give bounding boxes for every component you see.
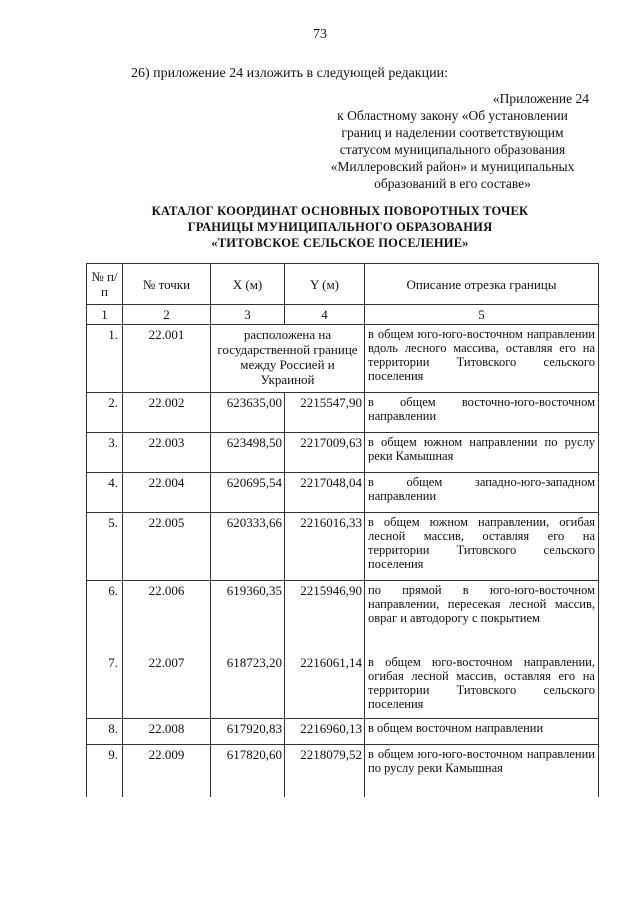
row-number: 7. — [87, 653, 123, 719]
x-coordinate: 623635,00 — [211, 393, 285, 433]
title-line: ГРАНИЦЫ МУНИЦИПАЛЬНОГО ОБРАЗОВАНИЯ — [187, 220, 493, 234]
row-number: 9. — [87, 745, 123, 797]
appendix-line: границ и наделении соответствующим — [341, 125, 564, 140]
appendix-line: «Миллеровский район» и муниципальных — [330, 159, 575, 174]
table-row — [87, 513, 599, 581]
table-row — [87, 325, 599, 393]
column-number: 1 — [87, 305, 123, 325]
row-number: 3. — [87, 433, 123, 473]
x-coordinate: 620695,54 — [211, 473, 285, 513]
row-number: 6. — [87, 581, 123, 653]
appendix-line: к Областному закону «Об установлении — [337, 108, 568, 123]
point-number: 22.005 — [123, 513, 211, 581]
point-number: 22.007 — [123, 653, 211, 719]
y-coordinate: 2215946,90 — [285, 581, 365, 653]
y-coordinate: 2217048,04 — [285, 473, 365, 513]
intro-text: 26) приложение 24 изложить в следующей редакции: — [131, 66, 448, 81]
segment-description: в общем юго-юго-восточном направлении вдоль лесного массива, оставляя его на территории Титовского сельского поселения — [365, 325, 599, 393]
point-number: 22.003 — [123, 433, 211, 473]
x-coordinate: 620333,66 — [211, 513, 285, 581]
y-coordinate: 2215547,90 — [285, 393, 365, 433]
x-coordinate: 619360,35 — [211, 581, 285, 653]
column-number: 4 — [285, 305, 365, 325]
header-cell: № точки — [123, 264, 211, 305]
segment-description: в общем юго-восточном направлении, огибая лесной массив, оставляя его на территории Титовского сельского поселения — [365, 653, 599, 719]
appendix-line: образований в его составе» — [374, 176, 531, 191]
table-row — [87, 393, 599, 433]
header-cell: Описание отрезка границы — [365, 264, 599, 305]
point-number: 22.008 — [123, 719, 211, 745]
row-number: 4. — [87, 473, 123, 513]
point-number: 22.002 — [123, 393, 211, 433]
row-number: 2. — [87, 393, 123, 433]
segment-description: в общем южном направлении, огибая лесной массив, оставляя его на территории Титовского сельского поселения — [365, 513, 599, 581]
y-coordinate: 2217009,63 — [285, 433, 365, 473]
coordinates-table — [86, 263, 599, 797]
header-cell: X (м) — [211, 264, 285, 305]
point-number: 22.009 — [123, 745, 211, 797]
appendix-line: статусом муниципального образования — [339, 142, 566, 157]
segment-description: в общем восточном направлении — [365, 719, 599, 745]
y-coordinate: 2216960,13 — [285, 719, 365, 745]
appendix-line: «Приложение 24 — [492, 91, 589, 106]
title-line: КАТАЛОГ КООРДИНАТ ОСНОВНЫХ ПОВОРОТНЫХ ТОЧЕК — [151, 204, 529, 218]
segment-description: в общем западно-юго-западном направлении — [365, 473, 599, 513]
segment-description: в общем юго-юго-восточном направлении по руслу реки Камышная — [365, 745, 599, 797]
x-coordinate: 618723,20 — [211, 653, 285, 719]
row-number: 5. — [87, 513, 123, 581]
column-number-row — [87, 305, 599, 325]
column-number: 3 — [211, 305, 285, 325]
x-coordinate: 623498,50 — [211, 433, 285, 473]
appendix-header — [300, 90, 605, 192]
row-number: 8. — [87, 719, 123, 745]
point-number: 22.006 — [123, 581, 211, 653]
y-coordinate: 2216016,33 — [285, 513, 365, 581]
point-number: 22.001 — [123, 325, 211, 393]
catalog-title — [90, 203, 590, 251]
point-number: 22.004 — [123, 473, 211, 513]
table-row — [87, 581, 599, 653]
table-row — [87, 745, 599, 797]
table-row — [87, 473, 599, 513]
title-line: «ТИТОВСКОЕ СЕЛЬСКОЕ ПОСЕЛЕНИЕ» — [211, 236, 469, 250]
table-row — [87, 653, 599, 719]
x-coordinate: 617820,60 — [211, 745, 285, 797]
page-number: 73 — [313, 27, 327, 42]
coordinates-note: расположена на государственной границе между Россией и Украиной — [211, 325, 365, 393]
column-number: 5 — [365, 305, 599, 325]
y-coordinate: 2218079,52 — [285, 745, 365, 797]
table-row — [87, 719, 599, 745]
segment-description: в общем восточно-юго-восточном направлении — [365, 393, 599, 433]
header-cell: Y (м) — [285, 264, 365, 305]
table-header-row — [87, 264, 599, 305]
segment-description: по прямой в юго-юго-восточном направлении, пересекая лесной массив, овраг и автодорогу с покрытием — [365, 581, 599, 653]
header-cell: № п/п — [87, 264, 123, 305]
column-number: 2 — [123, 305, 211, 325]
y-coordinate: 2216061,14 — [285, 653, 365, 719]
table-row — [87, 433, 599, 473]
row-number: 1. — [87, 325, 123, 393]
x-coordinate: 617920,83 — [211, 719, 285, 745]
segment-description: в общем южном направлении по руслу реки Камышная — [365, 433, 599, 473]
